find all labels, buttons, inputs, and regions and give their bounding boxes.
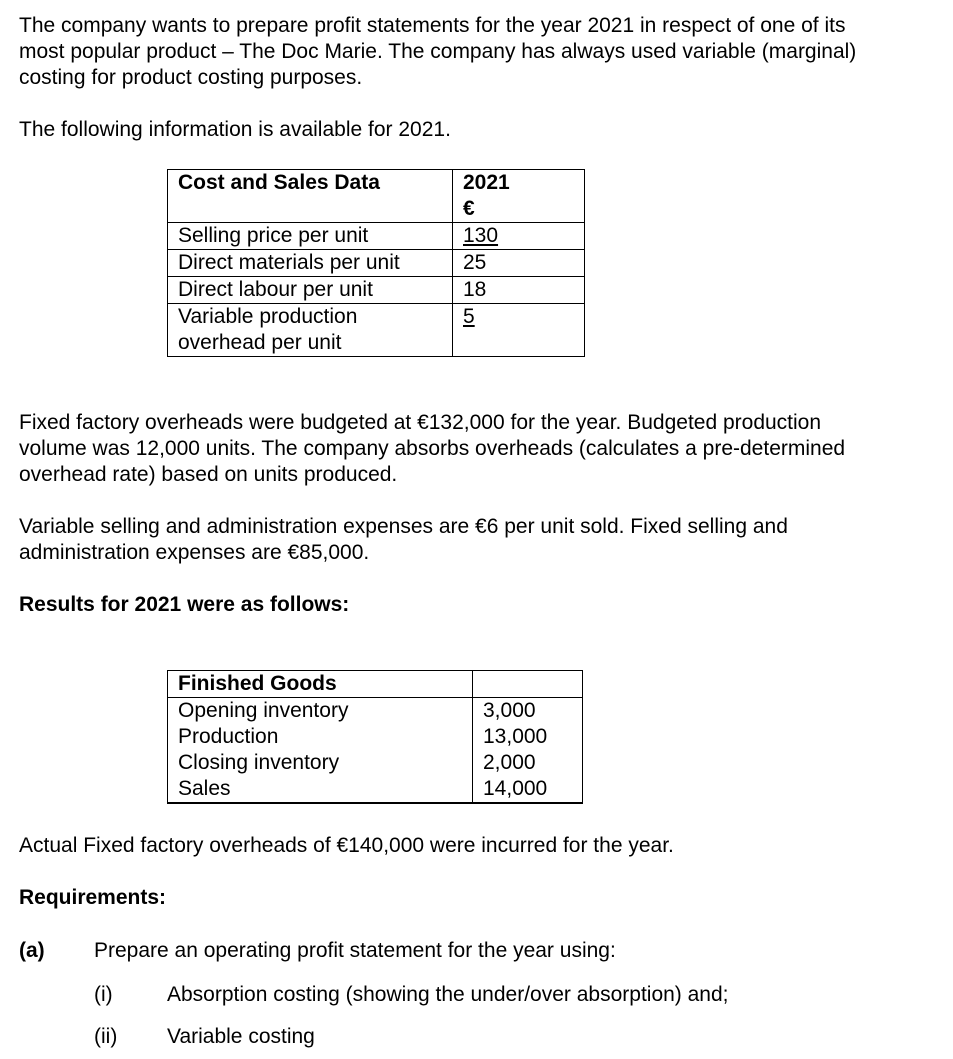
- row-value: 14,000: [483, 777, 548, 800]
- intro-line-3: costing for product costing purposes.: [19, 66, 363, 89]
- cost-table-year: 2021: [463, 171, 510, 194]
- row-label: Closing inventory: [178, 751, 340, 774]
- requirements-heading: Requirements:: [19, 886, 167, 909]
- finished-goods-table: [167, 670, 583, 804]
- goods-labels-cell: [168, 698, 473, 803]
- row-value: 5: [463, 305, 475, 328]
- table-row: [168, 698, 583, 803]
- row-label-line-2: overhead per unit: [178, 331, 342, 354]
- goods-values-cell: [473, 698, 583, 803]
- requirement-a-label: (a): [19, 939, 45, 962]
- requirement-i-text: Absorption costing (showing the under/over absorption) and;: [167, 983, 729, 1006]
- goods-table-header-label: Finished Goods: [168, 671, 473, 698]
- table-row: [168, 250, 585, 277]
- row-label: Selling price per unit: [168, 223, 453, 250]
- results-heading: Results for 2021 were as follows:: [19, 593, 350, 616]
- row-value: 2,000: [483, 751, 536, 774]
- row-label: Direct materials per unit: [168, 250, 453, 277]
- intro-paragraph: [19, 13, 939, 91]
- row-label: Sales: [178, 777, 231, 800]
- fixed-overheads-line-2: volume was 12,000 units. The company absorbs overheads (calculates a pre-determined: [19, 437, 846, 460]
- requirement-a-text: Prepare an operating profit statement for the year using:: [94, 939, 616, 962]
- goods-table-header-row: [168, 671, 583, 698]
- requirement-i-label: (i): [94, 983, 113, 1006]
- cost-table-header-year: [453, 170, 585, 223]
- cost-table-header-row: [168, 170, 585, 223]
- row-value: 13,000: [483, 725, 548, 748]
- intro-line-1: The company wants to prepare profit statements for the year 2021 in respect of one of its: [19, 14, 846, 37]
- cost-table-currency: €: [463, 197, 475, 220]
- row-value: 3,000: [483, 699, 536, 722]
- row-value: 18: [453, 277, 585, 304]
- row-value: 25: [453, 250, 585, 277]
- requirement-ii-text: Variable costing: [167, 1025, 315, 1048]
- selling-admin-line-2: administration expenses are €85,000.: [19, 541, 370, 564]
- fixed-overheads-line-3: overhead rate) based on units produced.: [19, 463, 398, 486]
- row-label: [168, 304, 453, 357]
- table-row: [168, 304, 585, 357]
- cost-sales-table: [167, 169, 585, 357]
- requirement-ii-label: (ii): [94, 1025, 118, 1048]
- row-label-line-1: Variable production: [178, 305, 358, 328]
- row-label: Opening inventory: [178, 699, 349, 722]
- fixed-overheads-line-1: Fixed factory overheads were budgeted at €132,000 for the year. Budgeted production: [19, 411, 822, 434]
- cost-table-header-label: Cost and Sales Data: [168, 170, 453, 223]
- table-row: [168, 223, 585, 250]
- row-value: 130: [463, 224, 499, 247]
- intro-line-2: most popular product – The Doc Marie. The company has always used variable (marginal): [19, 40, 857, 63]
- row-label: Production: [178, 725, 279, 748]
- table-row: [168, 277, 585, 304]
- fixed-overheads-paragraph: [19, 410, 939, 488]
- selling-admin-line-1: Variable selling and administration expenses are €6 per unit sold. Fixed selling and: [19, 515, 788, 538]
- info-line: The following information is available for 2021.: [19, 118, 451, 141]
- row-label: Direct labour per unit: [168, 277, 453, 304]
- selling-admin-paragraph: [19, 514, 939, 566]
- actual-overheads-line: Actual Fixed factory overheads of €140,000 were incurred for the year.: [19, 834, 674, 857]
